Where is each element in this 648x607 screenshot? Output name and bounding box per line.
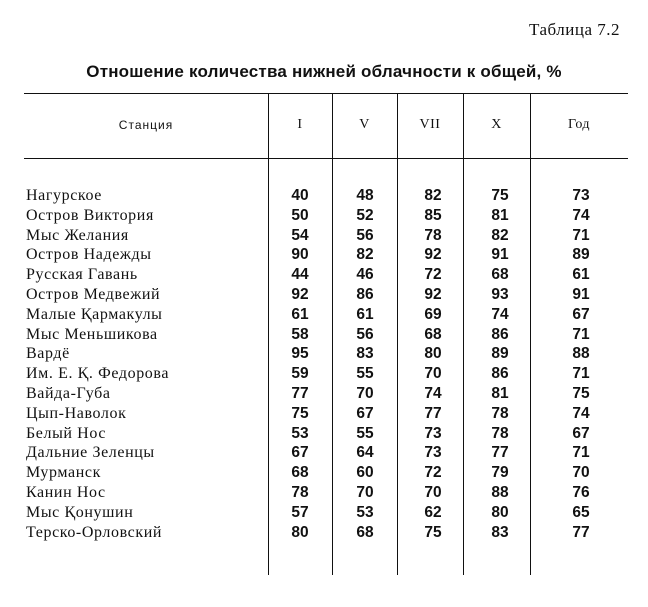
value-cell: 70 [572, 464, 590, 482]
value-cell: 55 [356, 365, 374, 383]
value-cell: 88 [572, 345, 590, 363]
value-cell: 92 [291, 285, 309, 303]
value-cell: 78 [424, 226, 442, 244]
station-name: Остров Медвежий [26, 285, 161, 303]
value-cell: 91 [491, 246, 509, 264]
value-cell: 70 [356, 483, 374, 501]
value-cell: 58 [291, 325, 309, 343]
value-cell: 86 [356, 285, 374, 303]
value-cell: 72 [424, 266, 442, 284]
value-cell: 70 [424, 365, 442, 383]
value-cell: 73 [424, 424, 442, 442]
station-name: Вардё [26, 345, 70, 363]
value-cell: 68 [491, 266, 509, 284]
station-name: Цып-Наволок [26, 404, 127, 422]
station-name: Остров Надежды [26, 246, 152, 264]
value-cell: 82 [424, 187, 442, 204]
column-divider [268, 93, 269, 575]
station-name: Белый Нос [26, 424, 107, 442]
value-cell: 83 [356, 345, 374, 363]
value-cell: 74 [491, 305, 509, 323]
value-cell: 67 [572, 424, 590, 442]
value-cell: 64 [356, 444, 374, 462]
value-cell: 74 [572, 404, 590, 422]
value-cell: 77 [572, 523, 590, 541]
column-divider [463, 93, 464, 575]
value-cell: 71 [572, 365, 590, 383]
value-cell: 88 [491, 483, 509, 501]
value-cell: 57 [291, 503, 309, 521]
value-cell: 78 [491, 424, 509, 442]
value-cell: 68 [291, 464, 309, 482]
value-cell: 53 [356, 503, 374, 521]
value-cell: 91 [572, 285, 590, 303]
station-name: Мурманск [26, 464, 101, 482]
station-name: Мыс Қонушин [26, 503, 134, 521]
value-cell: 80 [491, 503, 509, 521]
column-divider [332, 93, 333, 575]
header-bottom-rule [24, 158, 628, 159]
table-label: Таблица 7.2 [529, 20, 620, 39]
value-cell: 68 [424, 325, 442, 343]
value-cell: 48 [356, 187, 374, 204]
value-cell: 56 [356, 226, 374, 244]
value-cell: 67 [572, 305, 590, 323]
value-cell: 92 [424, 285, 442, 303]
station-name: Терско-Орловский [26, 523, 163, 541]
station-name: Остров Виктория [26, 206, 154, 224]
value-cell: 90 [291, 246, 309, 264]
station-name: Мыс Желания [26, 226, 129, 244]
value-cell: 61 [572, 266, 590, 284]
value-cell: 73 [572, 187, 590, 204]
value-cell: 75 [291, 404, 309, 422]
value-cell: 86 [491, 365, 509, 383]
station-name: Дальние Зеленцы [26, 444, 155, 462]
value-cell: 77 [491, 444, 509, 462]
value-cell: 40 [291, 187, 309, 204]
table-title: Отношение количества нижней облачности к общей, % [86, 62, 562, 81]
value-cell: 68 [356, 523, 374, 541]
value-cell: 77 [424, 404, 442, 422]
column-header-may: V [359, 117, 370, 132]
value-cell: 65 [572, 503, 590, 521]
value-cell: 83 [491, 523, 509, 541]
value-cell: 54 [291, 226, 309, 244]
value-cell: 89 [491, 345, 509, 363]
table-top-rule [24, 93, 628, 94]
value-cell: 80 [424, 345, 442, 363]
value-cell: 74 [424, 384, 442, 402]
value-cell: 70 [356, 384, 374, 402]
column-divider [397, 93, 398, 575]
value-cell: 67 [291, 444, 309, 462]
station-name: Канин Нос [26, 483, 106, 501]
value-cell: 52 [356, 206, 374, 224]
value-cell: 71 [572, 226, 590, 244]
value-cell: 69 [424, 305, 442, 323]
station-name: Им. Е. Қ. Федорова [26, 365, 170, 383]
value-cell: 76 [572, 483, 590, 501]
station-name: Нагурское [26, 187, 102, 204]
station-name: Вайда-Губа [26, 384, 111, 402]
value-cell: 75 [572, 384, 590, 402]
value-cell: 60 [356, 464, 374, 482]
value-cell: 56 [356, 325, 374, 343]
value-cell: 82 [356, 246, 374, 264]
value-cell: 79 [491, 464, 509, 482]
value-cell: 70 [424, 483, 442, 501]
column-header-year: Год [567, 117, 591, 132]
value-cell: 50 [291, 206, 309, 224]
value-cell: 95 [291, 345, 309, 363]
value-cell: 75 [424, 523, 442, 541]
value-cell: 67 [356, 404, 374, 422]
value-cell: 92 [424, 246, 442, 264]
value-cell: 80 [291, 523, 309, 541]
value-cell: 59 [291, 365, 309, 383]
column-header-station: Станция [118, 118, 174, 132]
value-cell: 71 [572, 325, 590, 343]
value-cell: 89 [572, 246, 590, 264]
value-cell: 77 [291, 384, 309, 402]
value-cell: 53 [291, 424, 309, 442]
value-cell: 62 [424, 503, 442, 521]
station-name: Мыс Меньшикова [26, 325, 158, 343]
value-cell: 93 [491, 285, 509, 303]
value-cell: 71 [572, 444, 590, 462]
value-cell: 81 [491, 384, 509, 402]
value-cell: 55 [356, 424, 374, 442]
value-cell: 86 [491, 325, 509, 343]
station-name: Русская Гавань [26, 266, 138, 284]
value-cell: 82 [491, 226, 509, 244]
value-cell: 46 [356, 266, 374, 284]
column-header-oct: X [491, 117, 502, 132]
column-header-jul: VII [419, 117, 441, 132]
value-cell: 85 [424, 206, 442, 224]
value-cell: 44 [291, 266, 309, 284]
value-cell: 73 [424, 444, 442, 462]
value-cell: 78 [491, 404, 509, 422]
value-cell: 72 [424, 464, 442, 482]
station-name: Малые Қармакулы [26, 305, 163, 323]
value-cell: 61 [291, 305, 309, 323]
column-divider [530, 93, 531, 575]
value-cell: 81 [491, 206, 509, 224]
value-cell: 74 [572, 206, 590, 224]
value-cell: 61 [356, 305, 374, 323]
value-cell: 75 [491, 187, 509, 204]
column-header-jan: I [297, 117, 303, 132]
value-cell: 78 [291, 483, 309, 501]
